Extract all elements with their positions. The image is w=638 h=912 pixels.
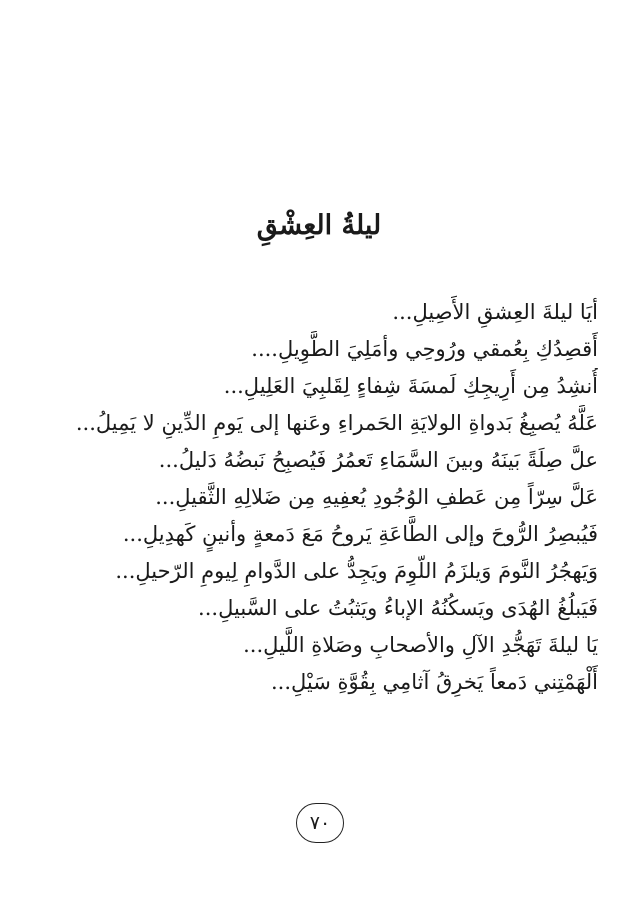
poem-line: وَيَهجُرُ النَّومَ وَيلزَمُ اللّوِمَ ويَجِدُّ على الدَّوامِ لِيومِ الرّحيلِ... (115, 559, 598, 583)
page-number (296, 803, 344, 843)
poem-line: يَا ليلةَ تَهَجُّدِ الآلِ والأصحابِ وصَلاةِ اللَّيلِ... (243, 633, 598, 657)
poem-line: علَّ صِلَةً بَينَهُ وبينَ السَّمَاءِ تَعمُرُ فَيُصبِحُ نَبضُهُ دَليلُ... (158, 448, 598, 472)
poem-line: أَقصِدُكِ بِعُمقي ورُوحِي وأمَلِيَ الطَّوِيلِ.... (251, 337, 598, 361)
poem-line: فَيُبصِرُ الرُّوحَ وإلى الطَّاعَةِ يَروحُ مَعَ دَمعةٍ وأنينٍ كَهدِيلِ... (122, 522, 598, 546)
page-number-text: ٧٠ (309, 812, 331, 834)
poem-body (40, 294, 598, 701)
poem-line: فَيَبلُغُ الهُدَى ويَسكُنُهُ الإباءُ ويَثبُتُ على السَّبيلِ... (198, 596, 598, 620)
poem-line: أُنشِدُ مِن أَرِيجِكِ لَمسَةَ شِفاءٍ لِقَلبِيَ العَلِيلِ... (223, 374, 598, 398)
poem-title: ليلةُ العِشْقِ (256, 210, 382, 241)
poem-line: أيَا ليلةَ العِشقِ الأَصِيلِ... (392, 300, 598, 324)
poem-line: عَلَّهُ يُصبِغُ بَدواةِ الولايَةِ الحَمراءِ وعَنها إلى يَومِ الدِّينِ لا يَمِيلُ... (75, 411, 598, 435)
poem-line: أَلْهَمْتِني دَمعاً يَخرِقُ آثامِي بِقُوَّةِ سَيْلِ... (270, 670, 598, 694)
poem-line: عَلَّ سِرّاً مِن عَطفِ الوُجُودِ يُعفِيهِ مِن ضَلالِهِ الثَّقيلِ... (155, 485, 598, 509)
